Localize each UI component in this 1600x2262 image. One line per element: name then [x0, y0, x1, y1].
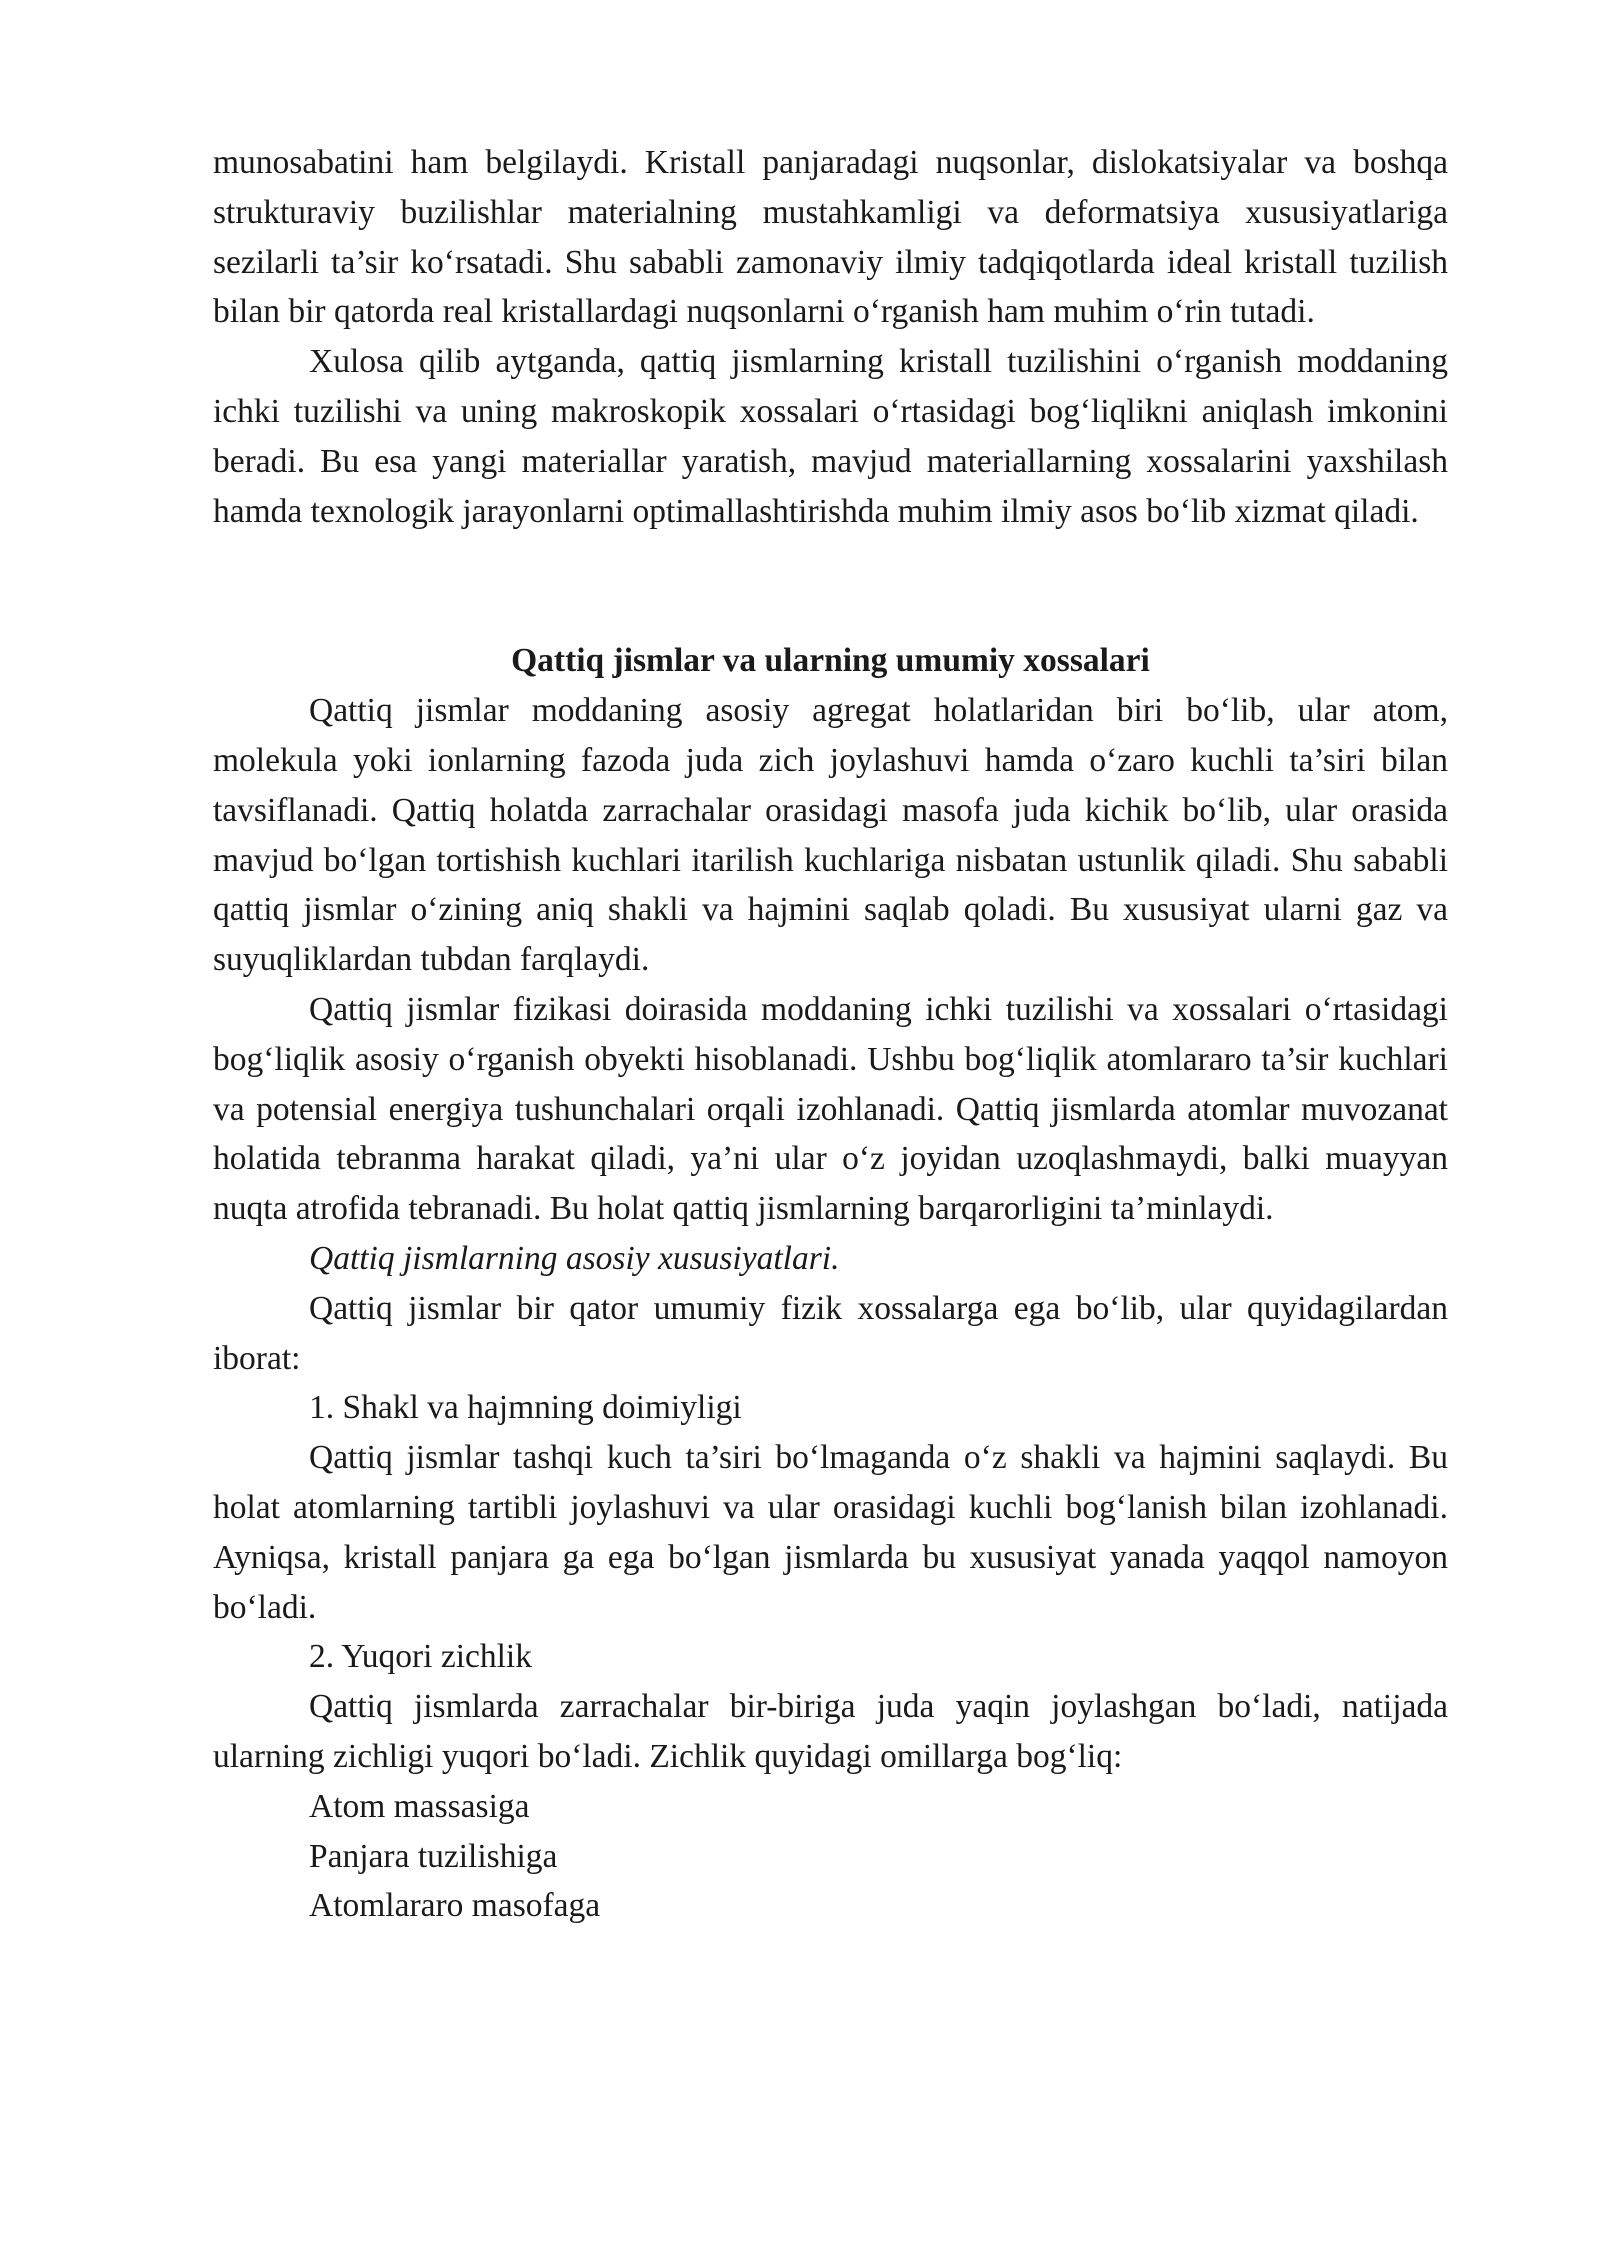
- section-heading: Qattiq jismlar va ularning umumiy xossalari: [511, 642, 1150, 680]
- document-page: [213, 138, 1448, 1931]
- section-spacer: [213, 536, 1448, 636]
- paragraph-solids-intro: Qattiq jismlar moddaning asosiy agregat holatlaridan biri bo‘lib, ular atom, molekula yoki ionlarning fazoda juda zich joylashuvi hamda o‘zaro kuchli ta’siri bilan tavsiflanadi. Qattiq holatda zarrachalar orasidagi masofa juda kichik bo‘lib, ular orasida mavjud bo‘lgan tortishish kuchlari itarilish kuchlariga nisbatan ustunlik qiladi. Shu sababli qattiq jismlar o‘zining aniq shakli va hajmini saqlab qoladi. Bu xususiyat ularni gaz va suyuqliklardan tubdan farqlaydi.: [213, 692, 1448, 979]
- factor-item: Panjara tuzilishiga: [309, 1837, 558, 1875]
- factor-item: Atom massasiga: [309, 1787, 530, 1825]
- factor-item: Atomlararo masofaga: [309, 1887, 601, 1925]
- paragraph-shape-volume: Qattiq jismlar tashqi kuch ta’siri bo‘lmaganda o‘z shakli va hajmini saqlaydi. Bu holat atomlarning tartibli joylashuvi va ular orasidagi kuchli bog‘lanish bilan izohlanadi. Ayniqsa, kristall panjara ga ega bo‘lgan jismlarda bu xususiyat yanada yaqqol namoyon bo‘ladi.: [213, 1439, 1448, 1626]
- paragraph-properties-intro: Qattiq jismlar bir qator umumiy fizik xossalarga ega bo‘lib, ular quyidagilardan iborat:: [213, 1289, 1448, 1377]
- paragraph-continuation: munosabatini ham belgilaydi. Kristall panjaradagi nuqsonlar, dislokatsiyalar va boshqa strukturaviy buzilishlar materialning mustahkamligi va deformatsiya xususiyatlariga sezilarli ta’sir ko‘rsatadi. Shu sababli zamonaviy ilmiy tadqiqotlarda ideal kristall tuzilish bilan bir qatorda real kristallardagi nuqsonlarni o‘rganish ham muhim o‘rin tutadi.: [213, 144, 1448, 331]
- list-item-title-1: 1. Shakl va hajmning doimiyligi: [309, 1389, 742, 1427]
- subheading-properties: Qattiq jismlarning asosiy xususiyatlari.: [309, 1239, 840, 1277]
- paragraph-solids-physics: Qattiq jismlar fizikasi doirasida moddaning ichki tuzilishi va xossalari o‘rtasidagi bog‘liqlik asosiy o‘rganish obyekti hisoblanadi. Ushbu bog‘liqlik atomlararo ta’sir kuchlari va potensial energiya tushunchalari orqali izohlanadi. Qattiq jismlarda atomlar muvozanat holatida tebranma harakat qiladi, ya’ni ular o‘z joyidan uzoqlashmaydi, balki muayyan nuqta atrofida tebranadi. Bu holat qattiq jismlarning barqarorligini ta’minlaydi.: [213, 990, 1448, 1228]
- list-item-title-2: 2. Yuqori zichlik: [309, 1638, 532, 1676]
- paragraph-density: Qattiq jismlarda zarrachalar bir-biriga juda yaqin joylashgan bo‘ladi, natijada ularning zichligi yuqori bo‘ladi. Zichlik quyidagi omillarga bog‘liq:: [213, 1688, 1448, 1775]
- paragraph-conclusion: Xulosa qilib aytganda, qattiq jismlarning kristall tuzilishini o‘rganish moddaning ichki tuzilishi va uning makroskopik xossalari o‘rtasidagi bog‘liqlikni aniqlash imkonini beradi. Bu esa yangi materiallar yaratish, mavjud materiallarning xossalarini yaxshilash hamda texnologik jarayonlarni optimallashtirishda muhim ilmiy asos bo‘lib xizmat qiladi.: [213, 343, 1448, 530]
